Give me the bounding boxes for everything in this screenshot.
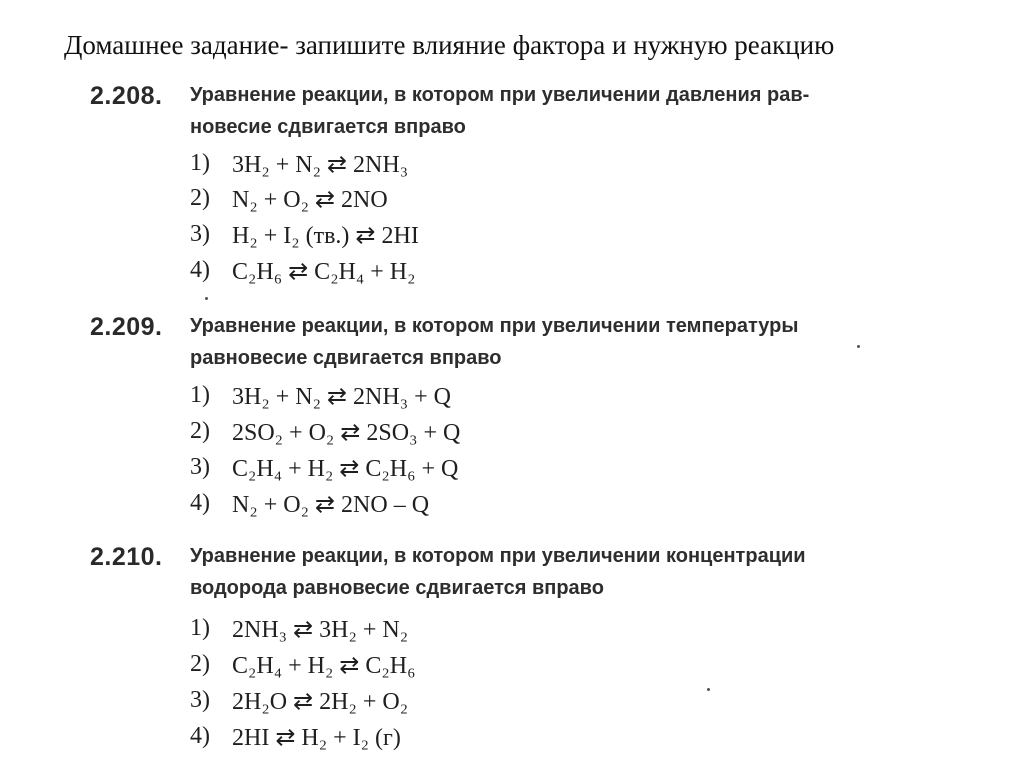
option-equation: C₂H₆ ⇄ C₂H₄ + H₂ [232, 259, 416, 285]
option-equation: C₂H₄ + H₂ ⇄ C₂H₆ [232, 653, 416, 679]
option-equation: N₂ + O₂ ⇄ 2NO [232, 187, 388, 213]
option-number: 2) [190, 651, 210, 677]
answer-option-3 [190, 687, 408, 716]
option-equation: 2HI ⇄ H₂ + I₂ (г) [232, 725, 401, 751]
answer-option-2 [190, 651, 416, 680]
option-number: 1) [190, 150, 210, 176]
problem-text-line-2: водорода равновесие сдвигается вправо [190, 577, 604, 599]
option-equation: 2SO₂ + O₂ ⇄ 2SO₃ + Q [232, 420, 461, 446]
option-equation: N₂ + O₂ ⇄ 2NO – Q [232, 492, 430, 518]
page-title: Домашнее задание- запишите влияние фактора и нужную реакцию [64, 30, 835, 60]
problem-text-line-1: Уравнение реакции, в котором при увеличении температуры [190, 315, 799, 337]
problem-number: 2.209. [90, 313, 163, 341]
problem-text-line-1: Уравнение реакции, в котором при увеличении давления рав- [190, 84, 810, 106]
option-number: 4) [190, 490, 210, 516]
option-number: 2) [190, 418, 210, 444]
answer-option-1 [190, 615, 408, 644]
answer-option-4 [190, 723, 401, 752]
answer-option-4 [190, 257, 416, 286]
answer-option-2 [190, 185, 388, 214]
answer-option-4 [190, 490, 429, 519]
answer-option-2 [190, 418, 460, 447]
option-number: 3) [190, 687, 210, 713]
option-equation: 2NH₃ ⇄ 3H₂ + N₂ [232, 617, 409, 643]
answer-option-1 [190, 150, 408, 179]
problem-text-line-2: равновесие сдвигается вправо [190, 347, 502, 369]
option-equation: 3H₂ + N₂ ⇄ 2NH₃ [232, 152, 409, 178]
option-equation: 3H₂ + N₂ ⇄ 2NH₃ + Q [232, 384, 451, 410]
problem-text-line-2: новесие сдвигается вправо [190, 116, 466, 138]
answer-option-3 [190, 454, 458, 483]
option-equation: C₂H₄ + H₂ ⇄ C₂H₆ + Q [232, 456, 459, 482]
option-equation: H₂ + I₂ (тв.) ⇄ 2HI [232, 223, 419, 249]
option-number: 3) [190, 454, 210, 480]
answer-option-1 [190, 382, 451, 411]
scan-speck [857, 345, 860, 348]
option-number: 2) [190, 185, 210, 211]
option-number: 1) [190, 615, 210, 641]
option-number: 4) [190, 723, 210, 749]
option-number: 4) [190, 257, 210, 283]
problem-text-line-1: Уравнение реакции, в котором при увеличении концентрации [190, 545, 806, 567]
problem-number: 2.208. [90, 82, 163, 110]
option-equation: 2H₂O ⇄ 2H₂ + O₂ [232, 689, 409, 715]
scan-speck [205, 297, 208, 300]
scan-speck [707, 688, 710, 691]
option-number: 3) [190, 221, 210, 247]
answer-option-3 [190, 221, 419, 250]
option-number: 1) [190, 382, 210, 408]
problem-number: 2.210. [90, 543, 163, 571]
